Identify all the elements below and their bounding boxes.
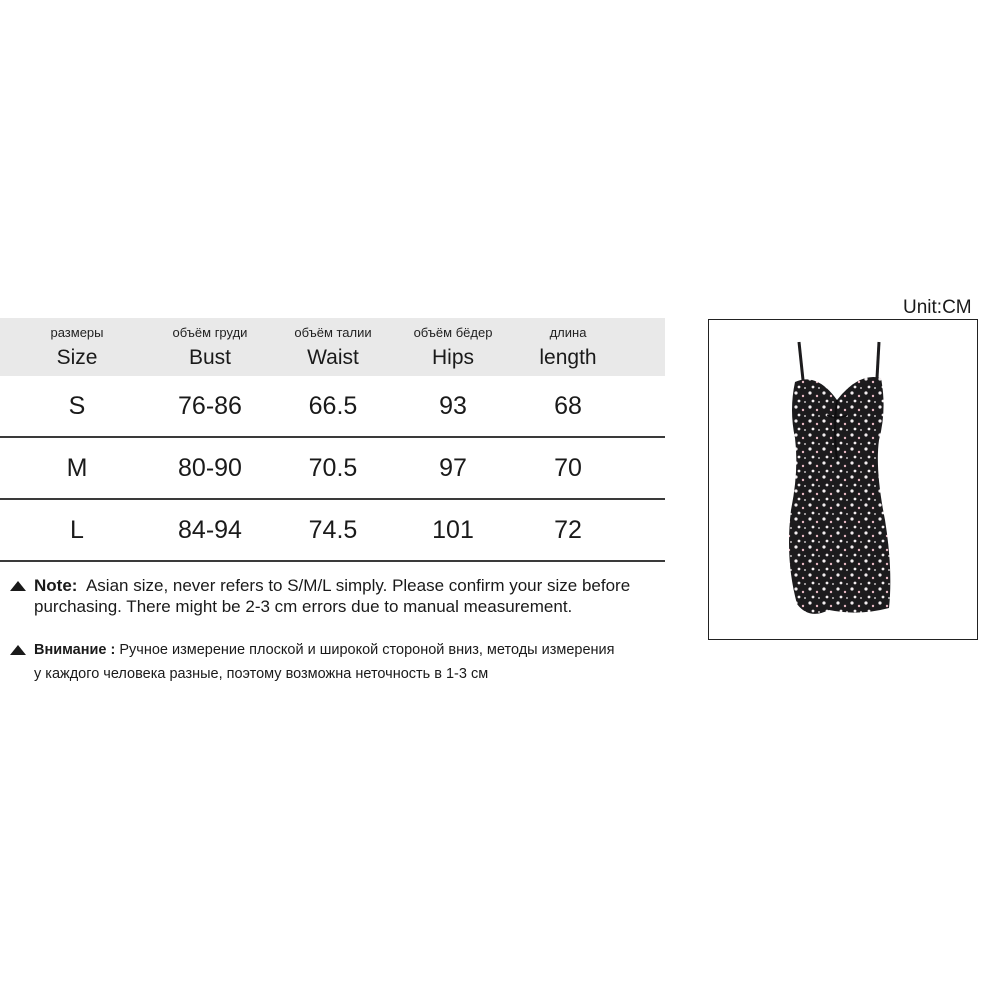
header-bust [160,318,260,376]
cell-bust: 80-90 [178,454,242,482]
cell-hips: 97 [439,454,467,482]
table-row [0,438,665,500]
header-length-ru: длина [549,325,587,340]
header-hips-en: Hips [431,346,474,369]
note-russian [10,638,700,686]
warning-triangle-icon [10,581,26,591]
header-bust-ru: объём груди [172,325,248,340]
warning-triangle-icon [10,645,26,655]
header-waist [283,318,383,376]
header-size-ru: размеры [50,325,104,340]
cell-hips: 101 [432,516,474,544]
cell-length: 68 [554,392,582,420]
header-waist-ru: объём талии [294,325,372,340]
cell-hips: 93 [439,392,467,420]
unit-label: Unit:CM [903,297,972,318]
header-size [27,318,127,376]
cell-size: L [70,516,84,544]
cell-bust: 76-86 [178,392,242,420]
header-hips [403,318,503,376]
header-size-en: Size [56,346,98,369]
cell-bust: 84-94 [178,516,242,544]
cell-waist: 74.5 [308,516,358,544]
cell-waist: 70.5 [308,454,358,482]
note-ru-body-2: у каждого человека разные, поэтому возможна неточность в 1-3 см [34,666,489,682]
dress-image [709,320,976,638]
note-body: Asian size, never refers to S/M/L simply. Please confirm your size before purchasing. There might be 2-3 cm errors due to manual measurement. [34,576,631,616]
header-bust-en: Bust [188,346,232,369]
header-length [518,318,618,376]
note-ru-body-1: Ручное измерение плоской и широкой стороной вниз, методы измерения [119,642,615,658]
cell-size: S [68,392,86,420]
header-length-en: length [539,346,597,369]
cell-size: M [66,454,88,482]
size-table [0,318,665,562]
product-photo-frame [708,319,978,640]
note-ru-label: Внимание : [34,642,116,658]
note-english [10,575,690,617]
cell-length: 70 [554,454,582,482]
cell-length: 72 [554,516,582,544]
note-russian-line1 [34,638,700,662]
note-english-text [34,575,690,617]
header-waist-en: Waist [307,346,359,369]
note-label: Note: [34,576,78,595]
cell-waist: 66.5 [308,392,358,420]
table-row [0,500,665,562]
table-row [0,376,665,438]
header-hips-ru: объём бёдер [413,325,493,340]
table-header-row [0,318,665,376]
